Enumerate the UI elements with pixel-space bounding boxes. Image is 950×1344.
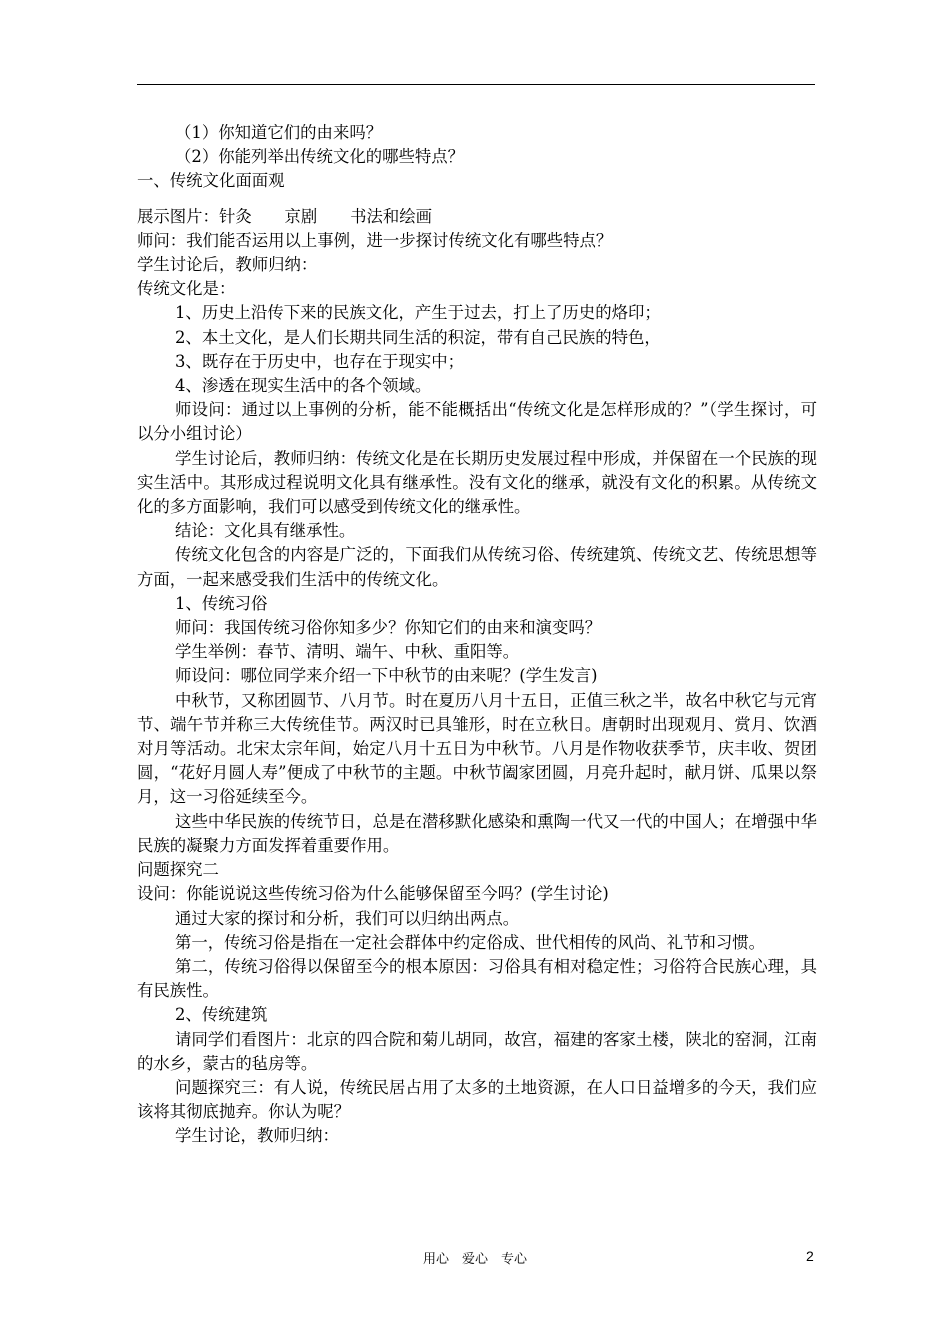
question-1: （1）你知道它们的由来吗？	[175, 123, 383, 142]
paragraph-teacher-question: 师问：我们能否运用以上事例，进一步探讨传统文化有哪些特点？	[137, 230, 613, 250]
paragraph-content-scope: 传统文化包含的内容是广泛的，下面我们从传统习俗、传统建筑、传统文艺、传统思想等方面，一起来感受我们生活中的传统文化。	[137, 545, 817, 589]
paragraph-two-points: 通过大家的探讨和分析，我们可以归纳出两点。	[175, 908, 520, 928]
paragraph-inquiry-question: 设问：你能说说这些传统习俗为什么能够保留至今吗？(学生讨论)	[137, 884, 609, 904]
paragraph-point-two: 第二，传统习俗得以保留至今的根本原因：习俗具有相对稳定性；习俗符合民族心理，具有民族性。	[137, 956, 817, 1001]
paragraph-student-examples: 学生举例：春节、清明、端午、中秋、重阳等。	[175, 642, 520, 662]
page-number: 2	[806, 1248, 814, 1264]
paragraph-summary-intro: 学生讨论后，教师归纳：	[137, 255, 318, 275]
question-2: （2）你能列举出传统文化的哪些特点？	[175, 147, 465, 167]
list-item-4: 4、渗透在现实生活中的各个领域。	[175, 376, 432, 396]
paragraph-definition-intro: 传统文化是：	[137, 279, 236, 299]
list-item-1: 1、历史上沿传下来的民族文化，产生于过去，打上了历史的烙印；	[175, 303, 661, 323]
paragraph-inquiry-three: 问题探究三：有人说，传统民居占用了太多的土地资源，在人口日益增多的今天，我们应该将其彻底抛弃。你认为呢？	[137, 1077, 817, 1122]
heading-inquiry-two: 问题探究二	[137, 860, 219, 880]
paragraph-formation-answer: 学生讨论后，教师归纳：传统文化是在长期历史发展过程中形成，并保留在一个民族的现实生活中。其形成过程说明文化具有继承性。没有文化的继承，就没有文化的积累。从传统文化的多方面影响，我们可以感受到传统文化的继承性。	[137, 448, 817, 517]
header-rule	[137, 84, 815, 85]
paragraph-show-images: 展示图片：针灸 京剧 书法和绘画	[137, 206, 433, 226]
paragraph-architecture-images: 请同学们看图片：北京的四合院和菊儿胡同，故宫，福建的客家土楼，陕北的窑洞，江南的水乡，蒙古的毡房等。	[137, 1029, 817, 1073]
list-item-2: 2、本土文化，是人们长期共同生活的积淀，带有自己民族的特色，	[175, 327, 661, 347]
subheading-architecture: 2、传统建筑	[175, 1005, 268, 1025]
document-body	[137, 121, 817, 1149]
paragraph-conclusion: 结论：文化具有继承性。	[175, 521, 356, 541]
section-heading: 一、传统文化面面观	[137, 171, 285, 191]
paragraph-mid-autumn-question: 师设问：哪位同学来介绍一下中秋节的由来呢？(学生发言)	[175, 666, 598, 686]
paragraph-customs-question: 师问：我国传统习俗你知多少？你知它们的由来和演变吗？	[175, 618, 602, 638]
list-item-3: 3、既存在于历史中，也存在于现实中；	[175, 351, 465, 371]
paragraph-festivals-role: 这些中华民族的传统节日，总是在潜移默化感染和熏陶一代又一代的中国人；在增强中华民族的凝聚力方面发挥着重要作用。	[137, 811, 817, 855]
paragraph-final-summary: 学生讨论，教师归纳：	[175, 1126, 339, 1146]
subheading-customs: 1、传统习俗	[175, 593, 268, 613]
footer-motto: 用心 爱心 专心	[422, 1252, 527, 1267]
paragraph-point-one: 第一，传统习俗是指在一定社会群体中约定俗成、世代相传的风尚、礼节和习惯。	[175, 932, 766, 952]
paragraph-formation-question: 师设问：通过以上事例的分析，能不能概括出“传统文化是怎样形成的？”（学生探讨，可以分小组讨论）	[137, 400, 817, 444]
paragraph-mid-autumn: 中秋节，又称团圆节、八月节。时在夏历八月十五日，正值三秋之半，故名中秋它与元宵节、端午节并称三大传统佳节。两汉时已具雏形，时在立秋日。唐朝时出现观月、赏月、饮酒对月等活动。北宋太宗年间，始定八月十五日为中秋节。八月是作物收获季节，庆丰收、贺团圆，“花好月圆人寿”便成了中秋节的主题。中秋节阖家团圆，月亮升起时，献月饼、瓜果以祭月，这一习俗延续至今。	[137, 690, 817, 807]
